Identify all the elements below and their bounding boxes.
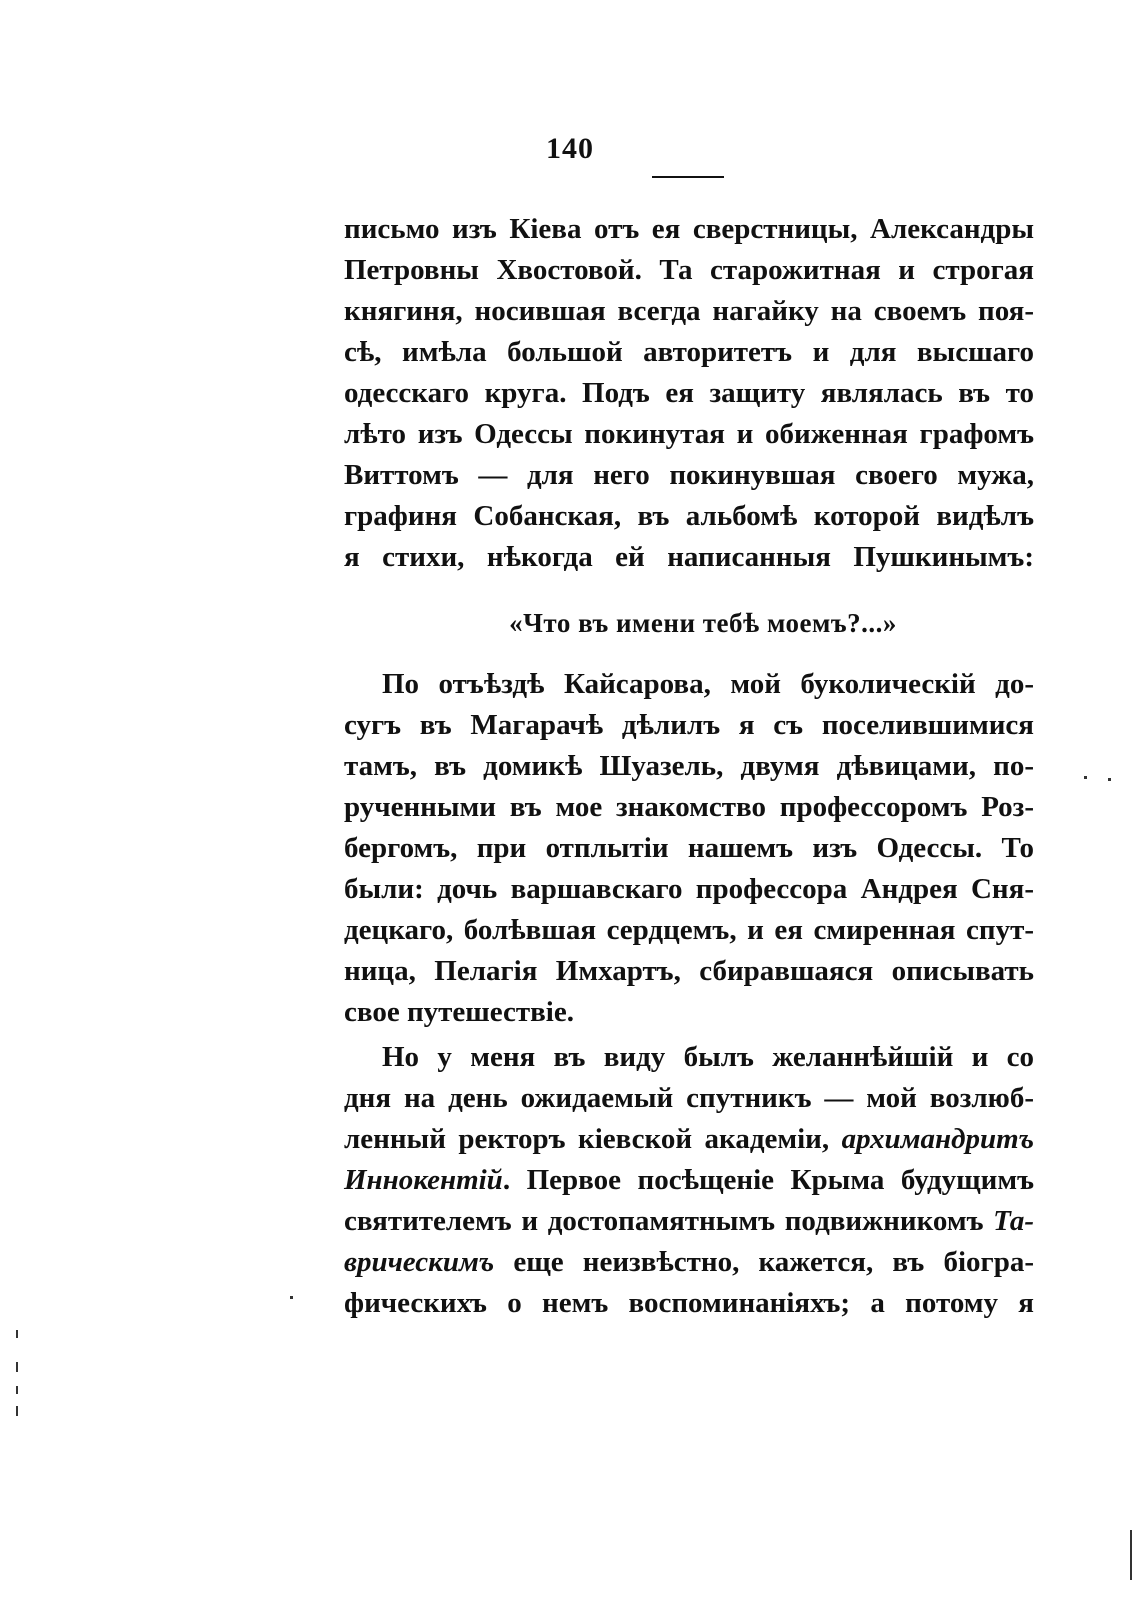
- scan-speck: [16, 1386, 18, 1394]
- text-line: свое путешествіе.: [344, 996, 574, 1028]
- text-line: Петровны Хвостовой. Та старожитная и строгая: [344, 254, 1034, 286]
- text-line: По отъѣздѣ Кайсарова, мой буколическій до-: [382, 668, 1034, 700]
- text-line: [344, 1242, 1034, 1283]
- scan-speck: [1108, 778, 1111, 781]
- text-line: письмо изъ Кіева отъ ея сверстницы, Александры: [344, 213, 1034, 245]
- text-line: лѣто изъ Одессы покинутая и обиженная графомъ: [344, 418, 1034, 450]
- scan-speck: [16, 1330, 18, 1338]
- italic-title: архимандритъ: [841, 1123, 1034, 1155]
- text-line: дня на день ожидаемый спутникъ — мой возлюб-: [344, 1082, 1034, 1114]
- scan-speck: [1084, 776, 1087, 779]
- page-number: 140: [546, 132, 594, 165]
- text-line: Виттомъ — для него покинувшая своего мужа,: [344, 459, 1034, 491]
- text-line: тамъ, въ домикѣ Шуазель, двумя дѣвицами, по-: [344, 750, 1034, 782]
- text-line: графиня Собанская, въ альбомѣ которой видѣлъ: [344, 500, 1034, 532]
- text-line: одесскаго круга. Подъ ея защиту являлась въ то: [344, 377, 1034, 409]
- text-line: ница, Пелагія Имхартъ, сбиравшаяся описывать: [344, 955, 1034, 987]
- scan-speck: [1130, 1530, 1132, 1580]
- text-run: святителемъ и достопамятнымъ подвижникомъ: [344, 1205, 994, 1237]
- text-line: [344, 1201, 1034, 1242]
- text-line: [344, 1119, 1034, 1160]
- text-line: бергомъ, при отплытіи нашемъ изъ Одессы. То: [344, 832, 1034, 864]
- page-number-rule: [652, 176, 724, 178]
- italic-word: врическимъ: [344, 1246, 495, 1278]
- text-line: были: дочь варшавскаго профессора Андрея Сня-: [344, 873, 1034, 905]
- text-run: ленный ректоръ кіевской академіи,: [344, 1123, 842, 1155]
- scan-speck: [16, 1406, 18, 1416]
- text-line: я стихи, нѣкогда ей написанныя Пушкинымъ:: [344, 541, 1034, 573]
- text-line: децкаго, болѣвшая сердцемъ, и ея смиренная спут-: [344, 914, 1034, 946]
- text-run: . Первое посѣщеніе Крыма будущимъ: [502, 1164, 1034, 1196]
- text-line: [344, 1160, 1034, 1201]
- paragraph-3: [344, 1037, 1034, 1324]
- paragraph-1: [344, 209, 1034, 578]
- text-line: сугъ въ Магарачѣ дѣлилъ я съ поселившимися: [344, 709, 1034, 741]
- text-line: княгиня, носившая всегда нагайку на своемъ поя-: [344, 295, 1034, 327]
- text-line: фическихъ о немъ воспоминаніяхъ; а потому я: [344, 1287, 1034, 1319]
- scan-speck: [290, 1296, 293, 1299]
- italic-name: Иннокентій: [344, 1164, 503, 1196]
- text-line: Но у меня въ виду былъ желаннѣйшій и со: [382, 1041, 1034, 1073]
- scan-speck: [16, 1362, 18, 1372]
- paragraph-2: [344, 664, 1034, 1033]
- pushkin-quote: «Что въ имени тебѣ моемъ?...»: [509, 608, 897, 638]
- text-line: рученными въ мое знакомство профессоромъ Роз-: [344, 791, 1034, 823]
- italic-word: Та-: [993, 1205, 1034, 1237]
- text-run: еще неизвѣстно, кажется, въ біогра-: [494, 1246, 1034, 1278]
- text-line: сѣ, имѣла большой авторитетъ и для высшаго: [344, 336, 1034, 368]
